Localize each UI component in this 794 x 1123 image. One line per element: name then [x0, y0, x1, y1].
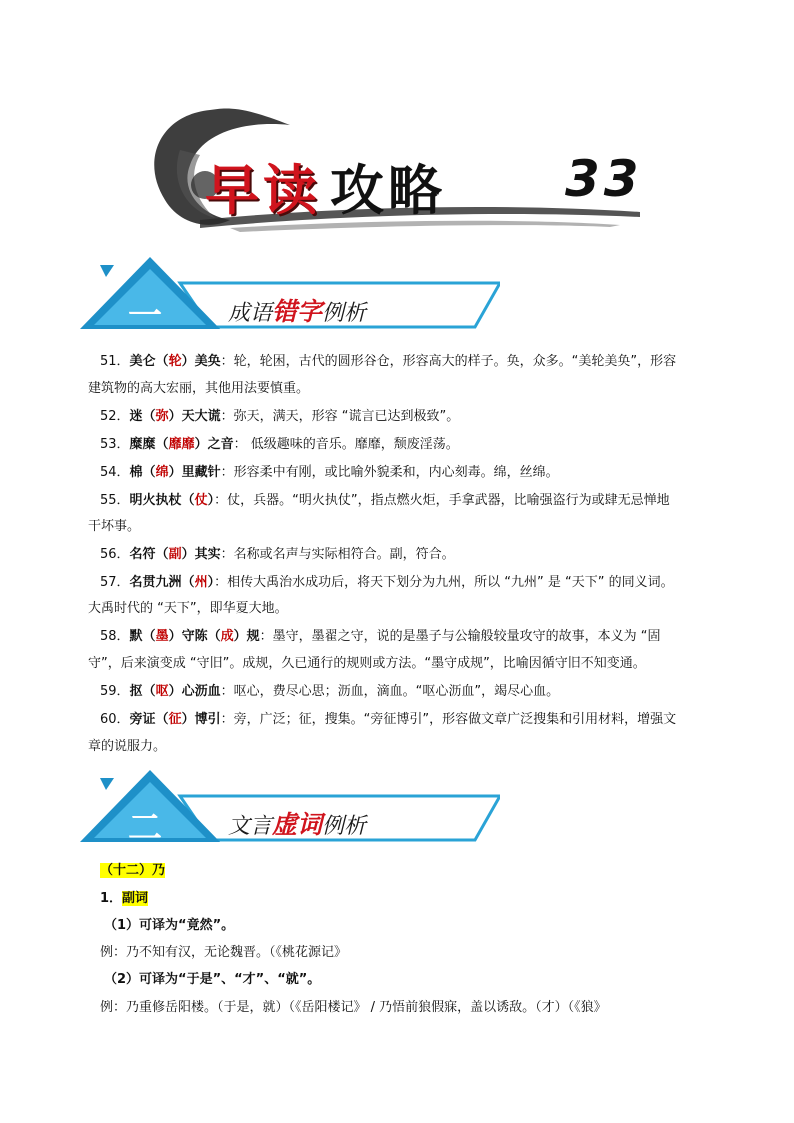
idiom-entry	[100, 546, 455, 564]
idiom-correct-char: 弥	[155, 409, 169, 424]
idiom-correct-char: 呕	[155, 684, 169, 699]
idiom-wrong: 名符（	[129, 547, 169, 562]
idiom-explanation: ：弥天，满天，形容 “谎言已达到极致”。	[220, 409, 460, 424]
grammar-item: （1）可译为“竟然”。	[104, 918, 235, 933]
idiom-explanation: ：墨守，墨翟之守，说的是墨子与公输般较量攻守的故事，本义为 “固	[259, 629, 661, 644]
idiom-text: 守”，后来演变成 “守旧”。成规，久已通行的规则或方法。“墨守成规”，比喻因循守旧不知变通。	[88, 656, 646, 671]
idiom-correct-char: 副	[168, 547, 182, 562]
idiom-text: 干坏事。	[88, 519, 141, 534]
idiom-text: 章的说服力。	[88, 739, 167, 754]
grammar-sub-heading: 1．副词	[100, 891, 149, 906]
idiom-continuation	[88, 518, 140, 536]
idiom-wrong: ）规	[233, 629, 260, 644]
idiom-entry	[100, 353, 676, 371]
idiom-continuation	[88, 738, 166, 756]
idiom-wrong: 抠（	[129, 684, 156, 699]
title-number: 33	[565, 150, 643, 208]
grammar-heading: （十二）乃	[100, 863, 166, 878]
title-black: 攻略	[330, 158, 446, 222]
idiom-wrong: ）天大谎	[168, 409, 221, 424]
idiom-wrong: ）守陈（	[168, 629, 221, 644]
idiom-wrong: ）之音	[194, 437, 234, 452]
idiom-wrong: 默（	[129, 629, 156, 644]
idiom-entry	[100, 711, 676, 729]
idiom-correct-char: 仗	[194, 493, 208, 508]
idiom-wrong: 糜糜（	[129, 437, 169, 452]
idiom-correct-char: 征	[168, 712, 182, 727]
idiom-correct-char: 轮	[168, 354, 182, 369]
idiom-number: 57．	[100, 575, 130, 590]
idiom-wrong: ）博引	[181, 712, 221, 727]
idiom-entry	[100, 492, 670, 510]
grammar-item: 例：乃不知有汉，无论魏晋。（《桃花源记》	[100, 945, 348, 960]
idiom-explanation: ：轮，轮困，古代的圆形谷仓，形容高大的样子。奂，众多。“美轮美奂”，形容	[220, 354, 677, 369]
idiom-wrong: ）美奂	[181, 354, 221, 369]
idiom-correct-char: 州	[194, 575, 208, 590]
idiom-number: 56．	[100, 547, 130, 562]
idiom-explanation: ： 低级趣味的音乐。靡靡，颓废淫荡。	[233, 437, 459, 452]
idiom-explanation: ：形容柔中有刚，或比喻外貌柔和，内心刻毒。绵，丝绵。	[220, 465, 559, 480]
idiom-number: 59．	[100, 684, 130, 699]
idiom-wrong: 名贯九洲（	[129, 575, 195, 590]
idiom-entry	[100, 408, 459, 426]
idiom-wrong: 美仑（	[129, 354, 169, 369]
idiom-continuation	[88, 600, 288, 618]
section-title-2: 文言虚词例析	[228, 810, 367, 839]
idiom-entry	[100, 436, 459, 454]
section-number-1: 一	[128, 296, 162, 336]
idiom-entry	[100, 464, 559, 482]
idiom-number: 53．	[100, 437, 130, 452]
idiom-correct-char: 成	[220, 629, 234, 644]
idiom-number: 52．	[100, 409, 130, 424]
idiom-correct-char: 墨	[155, 629, 169, 644]
idiom-text: 建筑物的高大宏丽，其他用法要慎重。	[88, 381, 310, 396]
idiom-explanation: ：名称或名声与实际相符合。副，符合。	[220, 547, 455, 562]
idiom-correct-char: 靡靡	[168, 437, 195, 452]
idiom-continuation	[88, 380, 309, 398]
grammar-item: 例：乃重修岳阳楼。（于是，就）（《岳阳楼记》 / 乃悟前狼假寐，盖以诱敌。（才）（《狼》	[100, 1000, 607, 1015]
idiom-wrong: ）里藏针	[168, 465, 221, 480]
grammar-item: （2）可译为“于是”、“才”、“就”。	[104, 972, 321, 987]
idiom-wrong: 棉（	[129, 465, 156, 480]
idiom-explanation: ：呕心，费尽心思；沥血，滴血。“呕心沥血”，竭尽心血。	[220, 684, 560, 699]
idiom-entry	[100, 628, 661, 646]
idiom-explanation: ：仗，兵器。“明火执仗”，指点燃火炬，手拿武器，比喻强盗行为或肆无忌惮地	[214, 493, 670, 508]
idiom-wrong: 旁证（	[129, 712, 169, 727]
idiom-wrong: ）心沥血	[168, 684, 221, 699]
section-number-2: 二	[128, 808, 162, 848]
idiom-number: 54．	[100, 465, 130, 480]
idiom-wrong: ）	[207, 493, 215, 508]
idiom-number: 55．	[100, 493, 130, 508]
idiom-correct-char: 绵	[155, 465, 169, 480]
title-red: 早读	[205, 158, 321, 222]
idiom-continuation	[88, 655, 646, 673]
idiom-wrong: 明火执杖（	[129, 493, 195, 508]
idiom-entry	[100, 574, 674, 592]
idiom-wrong: ）	[207, 575, 215, 590]
section-title-1: 成语错字例析	[228, 297, 367, 326]
idiom-number: 51．	[100, 354, 130, 369]
idiom-number: 60．	[100, 712, 130, 727]
idiom-number: 58．	[100, 629, 130, 644]
idiom-entry	[100, 683, 559, 701]
idiom-wrong: ）其实	[181, 547, 221, 562]
idiom-explanation: ：旁，广泛；征，搜集。“旁征博引”，形容做文章广泛搜集和引用材料，增强文	[220, 712, 677, 727]
idiom-text: 大禹时代的 “天下”，即华夏大地。	[88, 601, 288, 616]
idiom-explanation: ：相传大禹治水成功后，将天下划分为九州，所以 “九州” 是 “天下” 的同义词。	[214, 575, 674, 590]
idiom-wrong: 迷（	[129, 409, 156, 424]
